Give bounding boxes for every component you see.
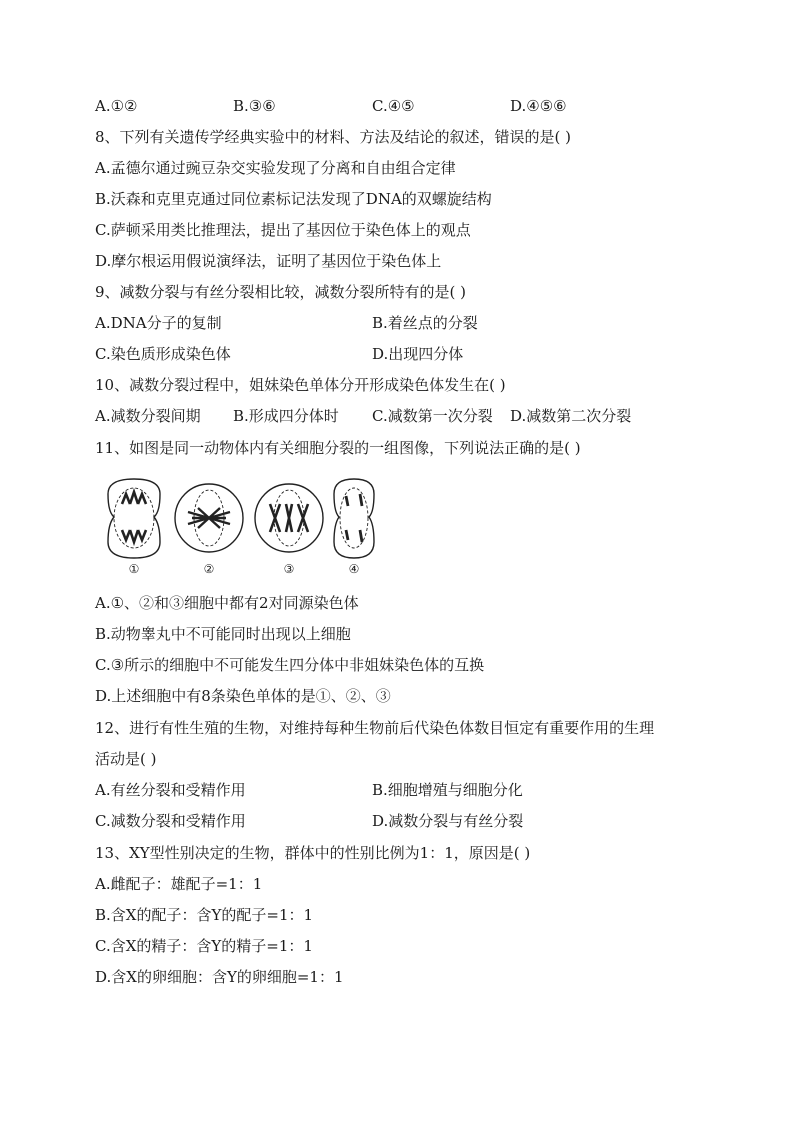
q12-option-b: B.细胞增殖与细胞分化 — [372, 781, 523, 799]
q9-option-a: A.DNA分子的复制 — [95, 314, 222, 332]
cell-label-4: ④ — [348, 562, 360, 576]
q10-option-b: B.形成四分体时 — [233, 407, 339, 425]
q10-option-a: A.减数分裂间期 — [95, 407, 201, 425]
q11-stem: 11、如图是同一动物体内有关细胞分裂的一组图像，下列说法正确的是( ) — [95, 439, 581, 457]
q13-stem: 13、XY型性别决定的生物，群体中的性别比例为1：1，原因是( ) — [95, 844, 531, 862]
q12-option-d: D.减数分裂与有丝分裂 — [372, 812, 524, 830]
cell-4-spindle — [340, 488, 368, 548]
cell-4-chromosomes — [346, 494, 362, 542]
q7-option-a: A.①② — [95, 97, 138, 115]
q9-option-b: B.着丝点的分裂 — [372, 314, 478, 332]
q13-option-a: A.雌配子：雄配子=1：1 — [95, 875, 263, 893]
q12-stem-line2: 活动是( ) — [95, 750, 157, 768]
q10-option-d: D.减数第二次分裂 — [510, 407, 632, 425]
q10-stem: 10、减数分裂过程中，姐妹染色单体分开形成染色体发生在( ) — [95, 376, 506, 394]
q11-option-c: C.③所示的细胞中不可能发生四分体中非姐妹染色体的互换 — [95, 656, 485, 674]
q11-option-b: B.动物睾丸中不可能同时出现以上细胞 — [95, 625, 351, 643]
q13-option-d: D.含X的卵细胞：含Y的卵细胞=1：1 — [95, 968, 344, 986]
q8-option-d: D.摩尔根运用假说演绎法，证明了基因位于染色体上 — [95, 252, 442, 270]
cell-1-chromosomes-top — [122, 492, 146, 504]
q12-stem-line1: 12、进行有性生殖的生物，对维持每种生物前后代染色体数目恒定有重要作用的生理 — [95, 719, 655, 737]
q9-option-c: C.染色质形成染色体 — [95, 345, 231, 363]
q8-option-b: B.沃森和克里克通过同位素标记法发现了DNA的双螺旋结构 — [95, 190, 492, 208]
q13-option-c: C.含X的精子：含Y的精子=1：1 — [95, 937, 313, 955]
cell-3-chromosomes — [270, 504, 308, 532]
q7-option-d: D.④⑤⑥ — [510, 97, 567, 115]
cell-label-1: ① — [128, 562, 140, 576]
q12-option-a: A.有丝分裂和受精作用 — [95, 781, 246, 799]
q7-option-c: C.④⑤ — [372, 97, 415, 115]
cell-label-3: ③ — [283, 562, 295, 576]
q13-option-b: B.含X的配子：含Y的配子=1：1 — [95, 906, 314, 924]
cell-1-chromosomes-bottom — [122, 530, 146, 542]
q7-option-b: B.③⑥ — [233, 97, 276, 115]
q10-option-c: C.减数第一次分裂 — [372, 407, 493, 425]
q12-option-c: C.减数分裂和受精作用 — [95, 812, 246, 830]
q9-stem: 9、减数分裂与有丝分裂相比较，减数分裂所特有的是( ) — [95, 283, 467, 301]
q9-option-d: D.出现四分体 — [372, 345, 464, 363]
cell-division-figure — [98, 474, 398, 584]
q11-option-d: D.上述细胞中有8条染色单体的是①、②、③ — [95, 687, 391, 705]
q8-option-c: C.萨顿采用类比推理法，提出了基因位于染色体上的观点 — [95, 221, 471, 239]
q8-stem: 8、下列有关遗传学经典实验中的材料、方法及结论的叙述，错误的是( ) — [95, 128, 572, 146]
q11-option-a: A.①、②和③细胞中都有2对同源染色体 — [95, 594, 359, 612]
q8-option-a: A.孟德尔通过豌豆杂交实验发现了分离和自由组合定律 — [95, 159, 456, 177]
cell-label-2: ② — [203, 562, 215, 576]
